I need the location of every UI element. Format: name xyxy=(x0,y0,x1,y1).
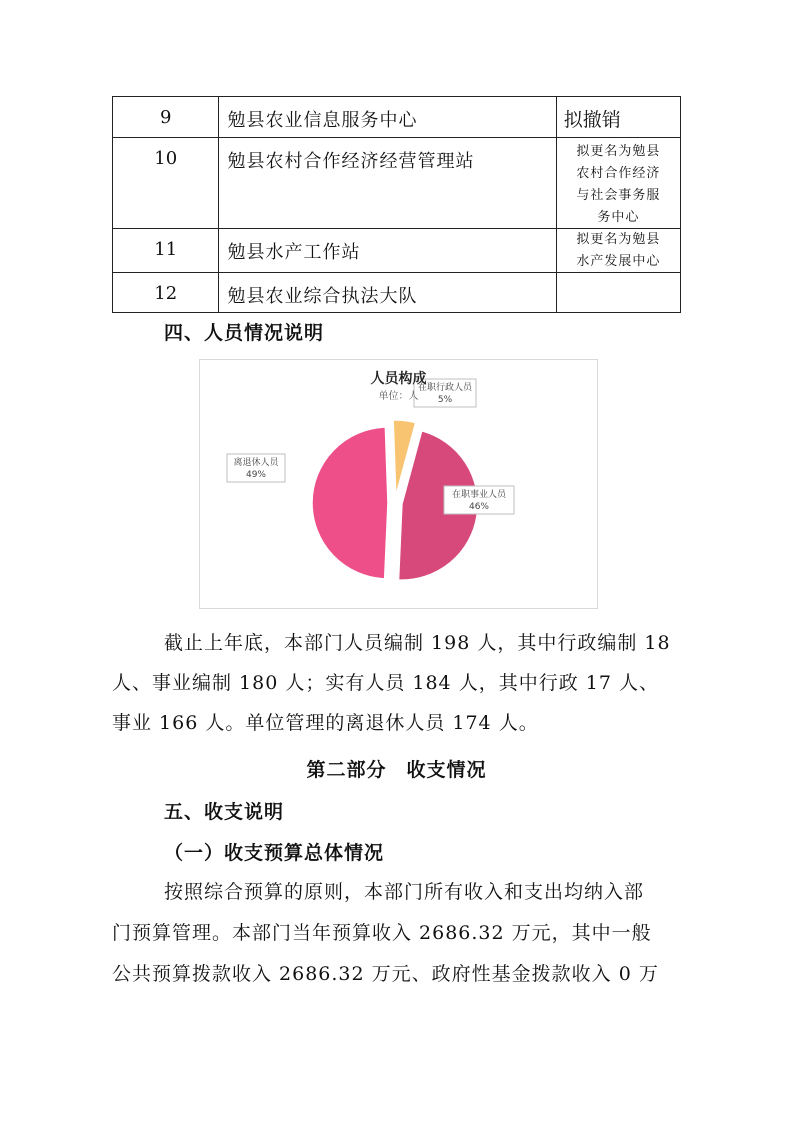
table-row xyxy=(113,229,681,273)
table-row xyxy=(113,138,681,229)
table-row xyxy=(113,97,681,138)
unit-note-line: 务中心 xyxy=(597,210,640,225)
row-number: 9 xyxy=(160,107,172,128)
row-number: 10 xyxy=(154,148,178,169)
unit-name: 勉县农业信息服务中心 xyxy=(227,110,418,131)
unit-note-line: 拟更名为勉县 xyxy=(576,144,661,159)
unit-note-line: 农村合作经济 xyxy=(576,166,661,181)
unit-name: 勉县水产工作站 xyxy=(227,242,361,263)
unit-table xyxy=(112,96,681,313)
subsection-heading: （一）收支预算总体情况 xyxy=(164,842,385,864)
unit-note-line: 与社会事务服 xyxy=(576,188,661,203)
row-number: 11 xyxy=(154,239,178,260)
section-heading: 五、收支说明 xyxy=(164,801,285,823)
slice-label-name: 离退休人员 xyxy=(233,458,279,468)
chart-title: 人员构成 xyxy=(370,371,427,387)
unit-name: 勉县农业综合执法大队 xyxy=(227,286,418,307)
unit-note xyxy=(557,273,680,281)
unit-note: 拟撤销 xyxy=(563,109,621,131)
unit-note-line: 水产发展中心 xyxy=(576,254,661,269)
slice-label-percent: 49% xyxy=(245,470,267,480)
section-heading: 四、人员情况说明 xyxy=(164,322,325,344)
slice-label-name: 在职事业人员 xyxy=(451,490,507,500)
slice-label xyxy=(444,486,514,514)
paragraph-line: 事业 166 人。单位管理的离退休人员 174 人。 xyxy=(112,712,539,734)
pie-chart xyxy=(199,359,598,609)
slice-label xyxy=(227,454,285,482)
part-title: 第二部分 收支情况 xyxy=(306,759,487,781)
slice-label-percent: 46% xyxy=(468,502,490,512)
chart-subtitle: 单位：人 xyxy=(378,391,419,402)
slice-label-name: 在职行政人员 xyxy=(417,383,473,393)
row-number: 12 xyxy=(154,283,178,304)
slice-label-percent: 5% xyxy=(437,395,453,405)
table-row xyxy=(113,273,681,313)
paragraph-line: 按照综合预算的原则，本部门所有收入和支出均纳入部 xyxy=(164,881,645,903)
paragraph-line: 门预算管理。本部门当年预算收入 2686.32 万元，其中一般 xyxy=(112,922,652,944)
paragraph-line: 截止上年底，本部门人员编制 198 人，其中行政编制 18 xyxy=(164,632,671,654)
pie-slice xyxy=(312,427,388,579)
paragraph-line: 人、事业编制 180 人；实有人员 184 人，其中行政 17 人、 xyxy=(112,672,659,694)
unit-name: 勉县农村合作经济经营管理站 xyxy=(227,151,475,172)
paragraph-line: 公共预算拨款收入 2686.32 万元、政府性基金拨款收入 0 万 xyxy=(112,963,659,985)
unit-note-line: 拟更名为勉县 xyxy=(576,232,661,247)
